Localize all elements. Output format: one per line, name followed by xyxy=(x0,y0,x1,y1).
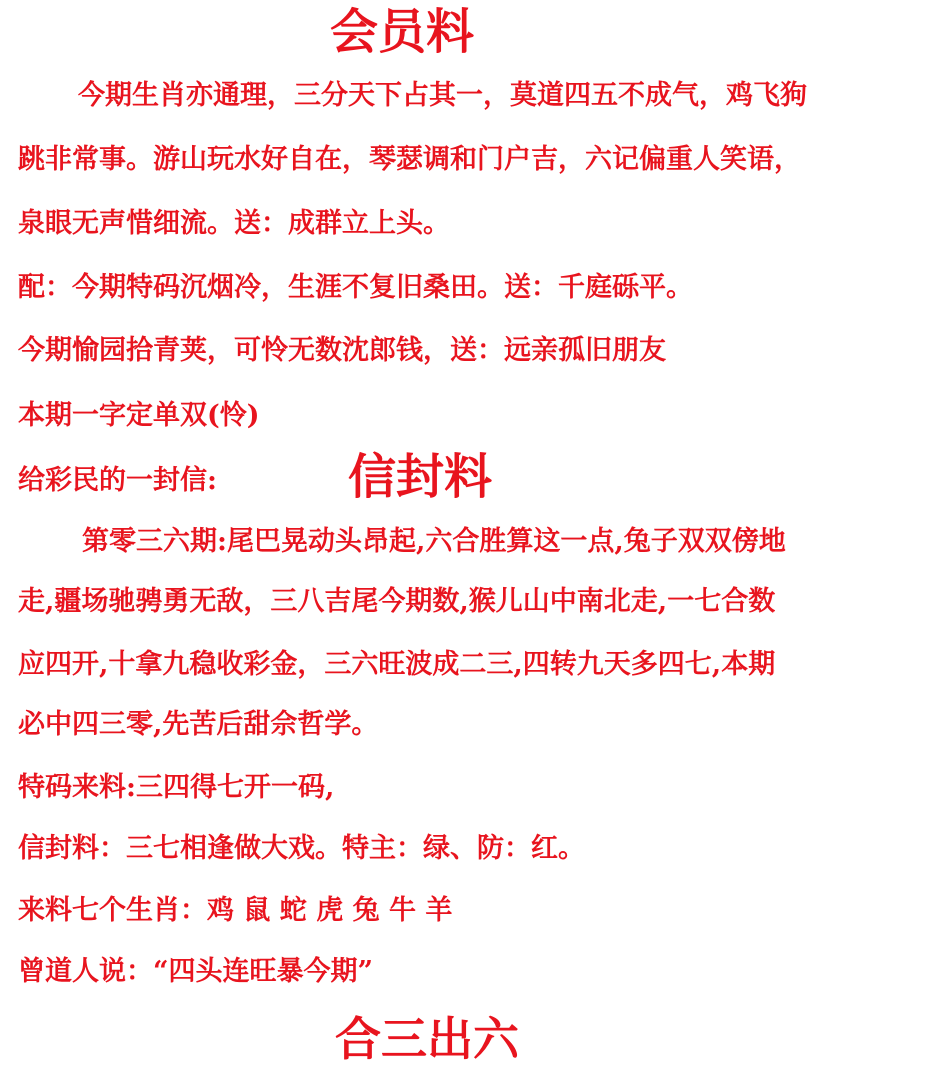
letter-intro-line: 给彩民的一封信: xyxy=(18,465,217,496)
member-poem-line-1: 今期生肖亦通理，三分天下占其一，莫道四五不成气，鸡飞狗 xyxy=(78,80,807,111)
member-poem-line-2: 跳非常事。游山玩水好自在，琴瑟调和门户吉，六记偏重人笑语， xyxy=(18,144,801,175)
danshuang-line: 本期一字定单双(怜) xyxy=(18,400,260,431)
pei-line: 配：今期特码沉烟冷，生涯不复旧桑田。送：千庭砾平。 xyxy=(18,272,693,303)
tema-line: 特码来料:三四得七开一码, xyxy=(18,772,335,803)
yuan-line: 今期愉园拾青荚，可怜无数沈郎钱，送：远亲孤旧朋友 xyxy=(18,335,666,366)
letter-poem-line-4: 必中四三零,先苦后甜佘哲学。 xyxy=(18,709,379,740)
member-title: 会员料 xyxy=(330,4,475,60)
letter-poem-line-2: 走,疆场驰骋勇无敌，三八吉尾今期数,猴儿山中南北走,一七合数 xyxy=(18,586,776,617)
letter-poem-line-1: 第零三六期:尾巴晃动头昂起,六合胜算这一点,兔子双双傍地 xyxy=(82,526,786,557)
letter-poem-line-3: 应四开,十拿九稳收彩金，三六旺波成二三,四转九天多四七,本期 xyxy=(18,649,776,680)
zeng-line: 曾道人说：“四头连旺暴今期” xyxy=(18,956,374,987)
member-poem-line-3: 泉眼无声惜细流。送：成群立上头。 xyxy=(18,208,450,239)
xinfeng-line: 信封料：三七相逢做大戏。特主：绿、防：红。 xyxy=(18,833,585,864)
bottom-title: 合三出六 xyxy=(335,1012,519,1066)
shengxiao-line: 来料七个生肖：鸡 鼠 蛇 虎 兔 牛 羊 xyxy=(18,895,453,926)
letter-title: 信封料 xyxy=(348,449,493,505)
